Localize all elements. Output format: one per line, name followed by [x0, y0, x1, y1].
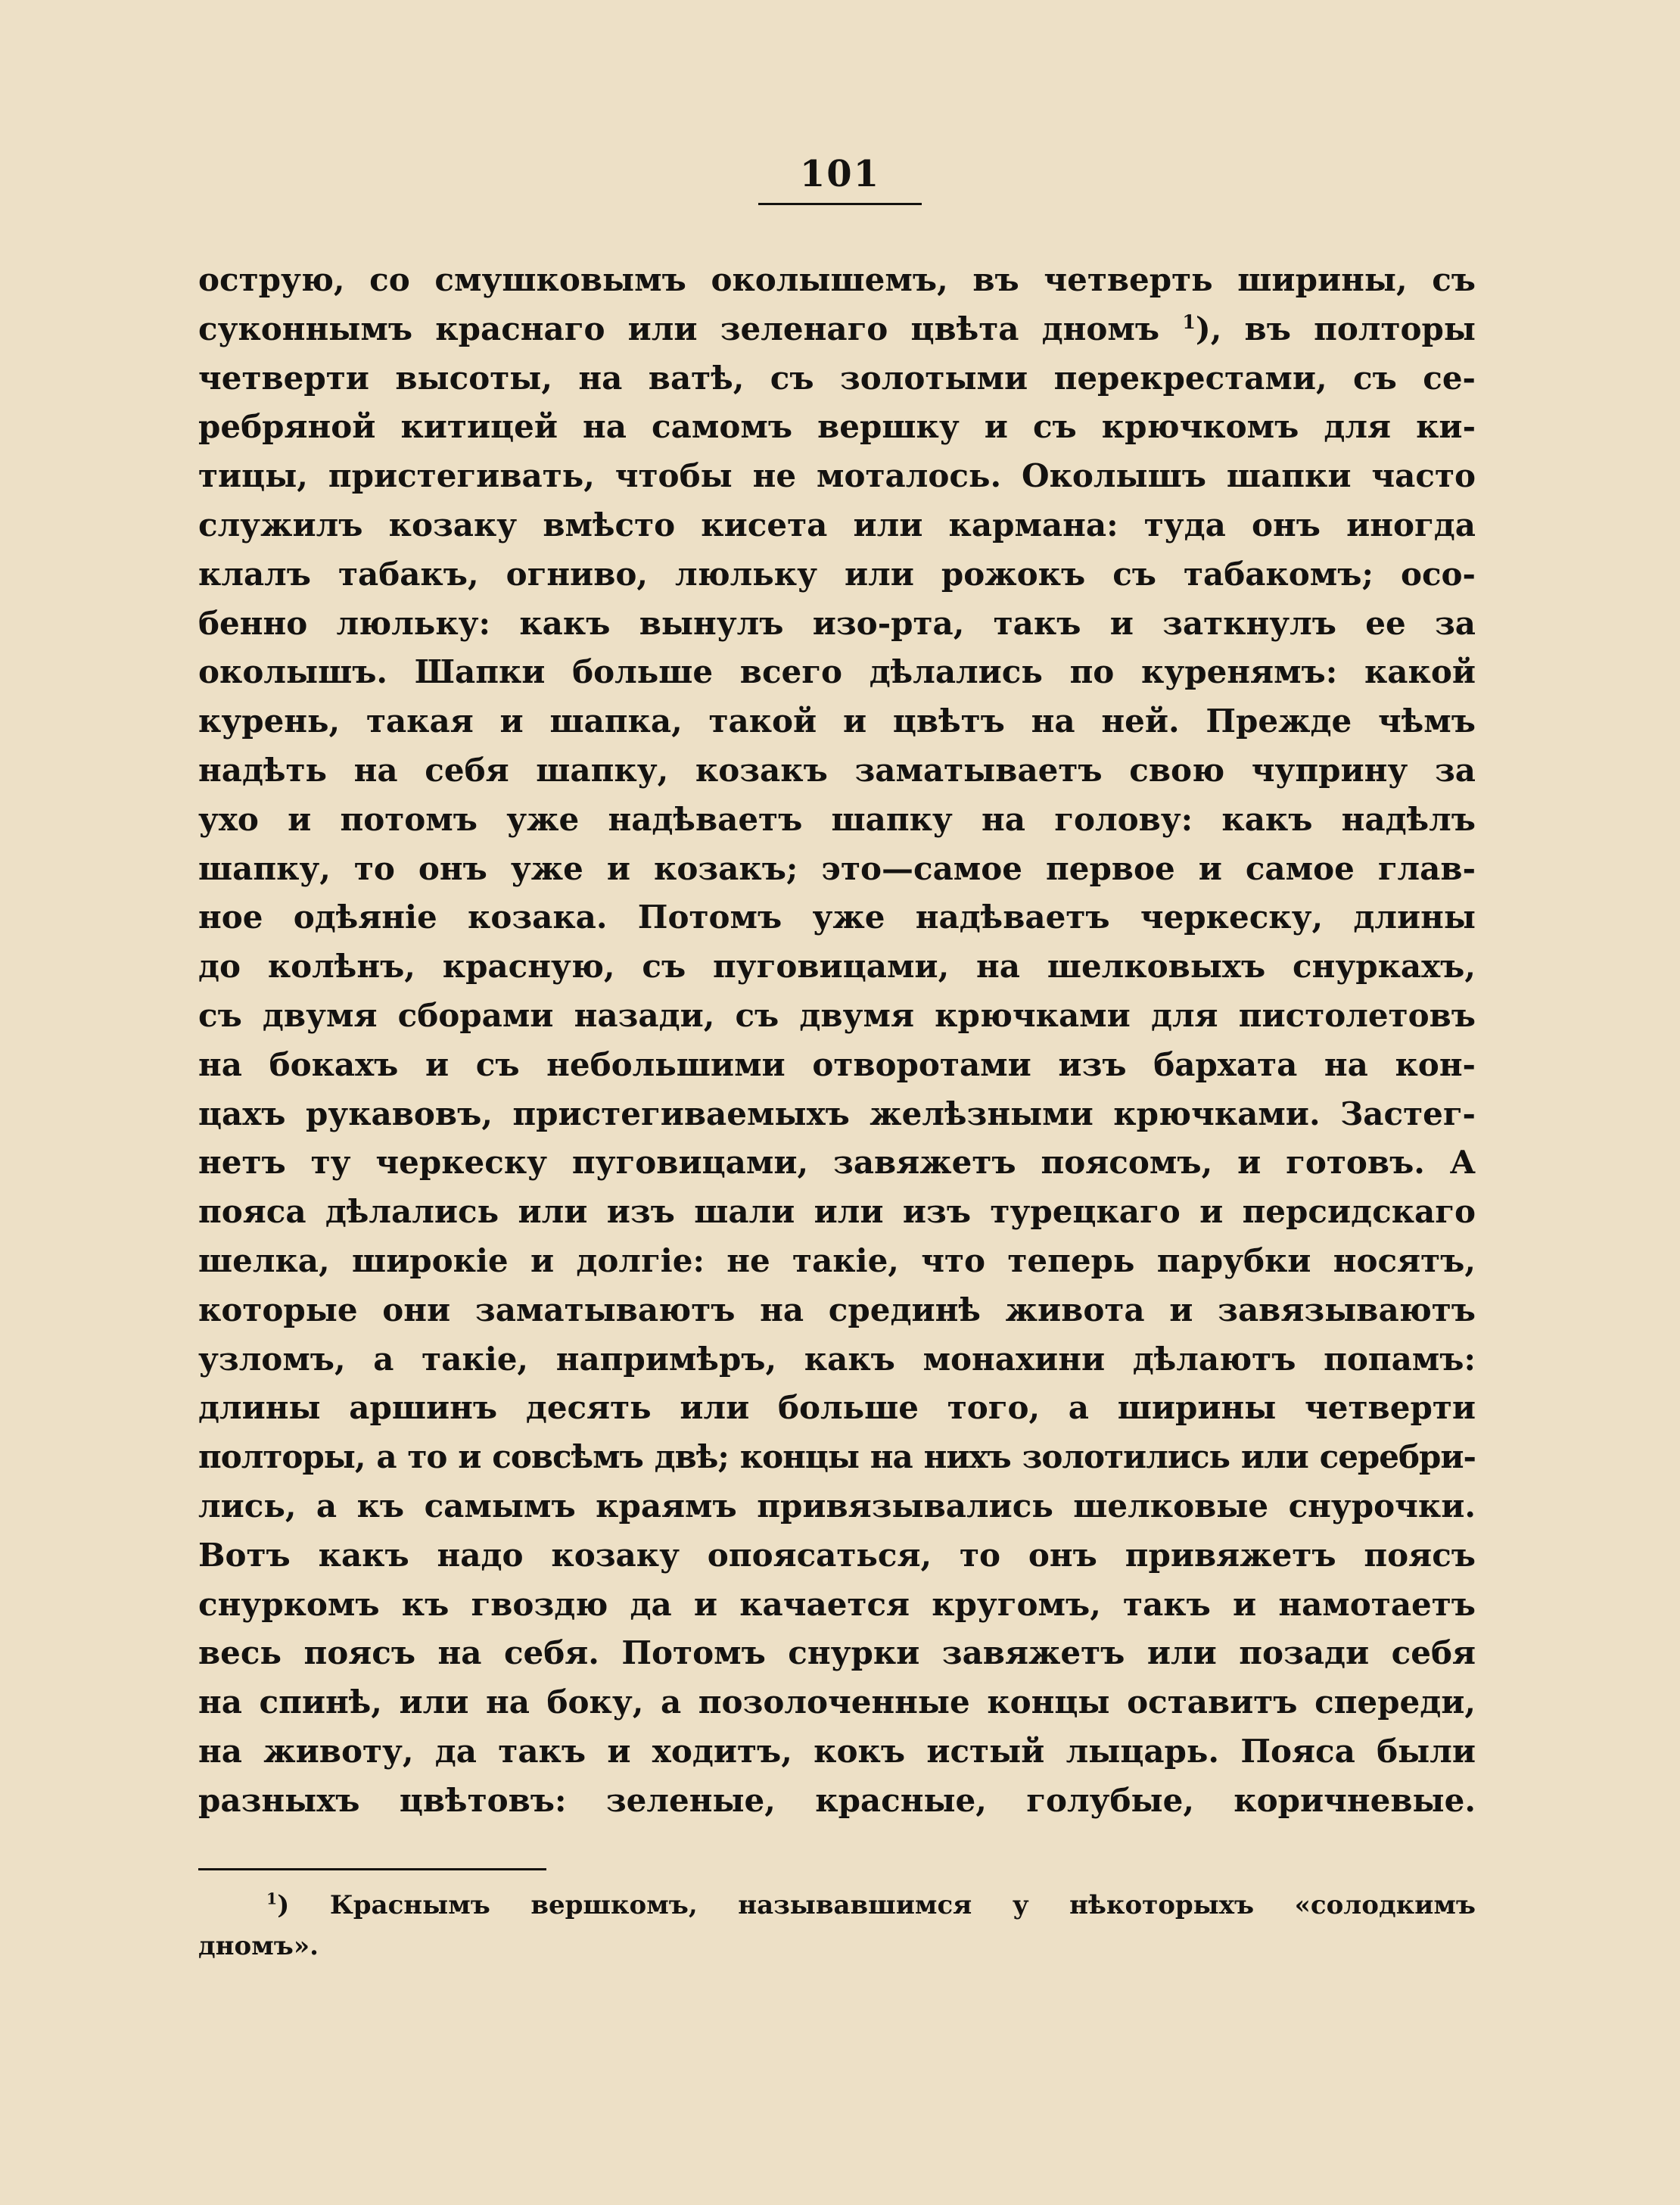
text-line: на бокахъ и съ небольшими отворотами изъ бархата на кон- — [198, 1045, 1476, 1083]
text-line: курень, такая и шапка, такой и цвѣтъ на ней. Прежде чѣмъ — [198, 702, 1476, 740]
text-line: ребряной китицей на самомъ вершку и съ крючкомъ для ки- — [198, 408, 1476, 446]
footnote-marker: 1 — [266, 1889, 278, 1908]
text-line: околышъ. Шапки больше всего дѣлались по куренямъ: какой — [198, 653, 1476, 691]
text-line: бенно люльку: какъ вынулъ изо-рта, такъ и заткнулъ ее за — [198, 604, 1476, 642]
text-line: съ двумя сборами назади, съ двумя крючками для пистолетовъ — [198, 996, 1476, 1034]
text-line: надѣть на себя шапку, козакъ заматываетъ свою чуприну за — [198, 751, 1476, 789]
footnote-line — [198, 1885, 1476, 1926]
footnote-reference: 1 — [1182, 310, 1196, 333]
text-line: тицы, пристегивать, чтобы не моталось. Околышъ шапки часто — [198, 457, 1476, 495]
text-line: нетъ ту черкеску пуговицами, завяжетъ поясомъ, и готовъ. А — [198, 1144, 1476, 1182]
footnote-line: дномъ». — [198, 1931, 319, 1961]
text-line: узломъ, а такіе, напримѣръ, какъ монахини дѣлаютъ попамъ: — [198, 1340, 1476, 1378]
text-line-end: ), въ полторы — [1195, 310, 1476, 347]
text-line-with-footnote-ref — [198, 305, 1476, 354]
text-line: пояса дѣлались или изъ шали или изъ турецкаго и персидскаго — [198, 1193, 1476, 1231]
body-text — [198, 256, 1476, 1826]
text-line: острую, со смушковымъ околышемъ, въ четверть ширины, съ — [198, 261, 1476, 298]
text-line: служилъ козаку вмѣсто кисета или кармана: туда онъ иногда — [198, 506, 1476, 543]
text-line: на животу, да такъ и ходитъ, кокъ истый лыцарь. Пояса были — [198, 1732, 1476, 1770]
footnote-divider — [198, 1868, 546, 1870]
text-line: лись, а къ самымъ краямъ привязывались шелковые снурочки. — [198, 1487, 1476, 1525]
text-line: которые они заматываютъ на срединѣ живота и завязываютъ — [198, 1291, 1476, 1328]
text-line: разныхъ цвѣтовъ: зеленые, красные, голубые, коричневые. — [198, 1781, 1476, 1819]
text-line: шапку, то онъ уже и козакъ; это—самое первое и самое глав- — [198, 849, 1476, 887]
text-line: ухо и потомъ уже надѣваетъ шапку на голову: какъ надѣлъ — [198, 800, 1476, 838]
footnote-text: ) Краснымъ вершкомъ, называвшимся у нѣкоторыхъ «солодкимъ — [277, 1890, 1476, 1920]
text-line: клалъ табакъ, огниво, люльку или рожокъ съ табакомъ; осо- — [198, 555, 1476, 593]
text-line: четверти высоты, на ватѣ, съ золотыми перекрестами, съ се- — [198, 359, 1476, 397]
text-line-start: суконнымъ краснаго или зеленаго цвѣта дномъ — [198, 310, 1160, 347]
text-line: Вотъ какъ надо козаку опоясаться, то онъ привяжетъ поясъ — [198, 1536, 1476, 1574]
page-number-underline — [758, 203, 922, 205]
text-line: шелка, широкіе и долгіе: не такіе, что теперь парубки носятъ, — [198, 1241, 1476, 1279]
text-line: на спинѣ, или на боку, а позолоченные концы оставитъ спереди, — [198, 1683, 1476, 1721]
text-line: весь поясъ на себя. Потомъ снурки завяжетъ или позади себя — [198, 1634, 1476, 1672]
text-line: цахъ рукавовъ, пристегиваемыхъ желѣзными крючками. Застег- — [198, 1095, 1476, 1132]
footnote — [198, 1885, 1476, 1967]
text-line: ное одѣяніе козака. Потомъ уже надѣваетъ черкеску, длины — [198, 899, 1476, 936]
text-line: до колѣнъ, красную, съ пуговицами, на шелковыхъ снуркахъ, — [198, 948, 1476, 986]
page-number: 101 — [799, 153, 881, 195]
page-number-container — [757, 151, 923, 197]
text-line: полторы, а то и совсѣмъ двѣ; концы на нихъ золотились или серебри- — [198, 1438, 1476, 1476]
text-line: снуркомъ къ гвоздю да и качается кругомъ, такъ и намотаетъ — [198, 1585, 1476, 1623]
text-line: длины аршинъ десять или больше того, а ширины четверти — [198, 1389, 1476, 1427]
